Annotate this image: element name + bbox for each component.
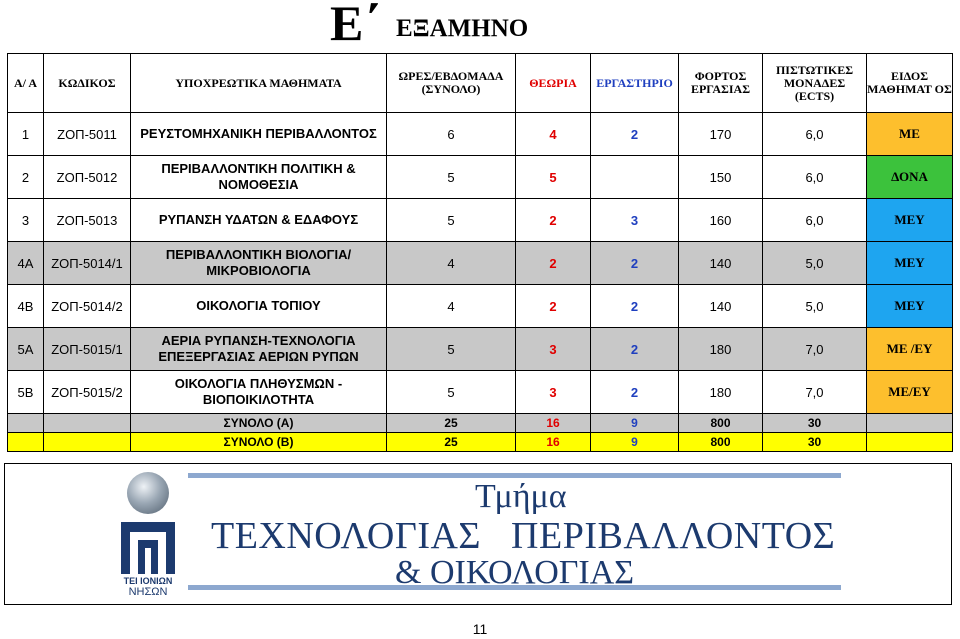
row-lab bbox=[591, 156, 679, 199]
row-hours: 5 bbox=[387, 371, 516, 414]
semester-word: ΕΞΑΜΗΝΟ bbox=[396, 15, 529, 42]
row-lab: 2 bbox=[591, 113, 679, 156]
row-code: ΖΟΠ-5014/1 bbox=[44, 242, 131, 285]
table-row bbox=[8, 328, 953, 371]
row-ects: 7,0 bbox=[763, 371, 867, 414]
globe-icon bbox=[127, 472, 169, 514]
row-aa: 4Β bbox=[8, 285, 44, 328]
row-workload: 180 bbox=[679, 328, 763, 371]
row-ects: 5,0 bbox=[763, 242, 867, 285]
total-hours: 25 bbox=[387, 414, 516, 433]
header-ects: ΠΙΣΤΩΤΙΚΕΣ ΜΟΝΑΔΕΣ (ECTS) bbox=[763, 54, 867, 113]
total-theory: 16 bbox=[516, 433, 591, 452]
row-subject: ΠΕΡΙΒΑΛΛΟΝΤΙΚΗ ΒΙΟΛΟΓΙΑ/ΜΙΚΡΟΒΙΟΛΟΓΙΑ bbox=[131, 242, 387, 285]
logo-text-bottom: ΝΗΣΩΝ bbox=[128, 586, 168, 598]
row-ects: 6,0 bbox=[763, 199, 867, 242]
courses-table bbox=[7, 53, 953, 452]
row-workload: 140 bbox=[679, 242, 763, 285]
total-empty-cell bbox=[867, 414, 953, 433]
total-hours: 25 bbox=[387, 433, 516, 452]
table-row bbox=[8, 113, 953, 156]
row-workload: 140 bbox=[679, 285, 763, 328]
banner-line1: Τμήμα bbox=[475, 478, 567, 515]
table-row bbox=[8, 242, 953, 285]
row-hours: 5 bbox=[387, 156, 516, 199]
total-empty-cell bbox=[44, 433, 131, 452]
table-row bbox=[8, 199, 953, 242]
row-code: ΖΟΠ-5011 bbox=[44, 113, 131, 156]
row-theory: 3 bbox=[516, 328, 591, 371]
total-ects: 30 bbox=[763, 414, 867, 433]
table-row bbox=[8, 285, 953, 328]
row-type-badge: ΜΕΥ bbox=[867, 199, 953, 242]
logo-text-top: ΤΕΙ ΙΟΝΙΩΝ bbox=[123, 576, 173, 586]
row-type-badge: ΜΕ/ΕΥ bbox=[867, 371, 953, 414]
page-number: 11 bbox=[472, 621, 488, 637]
row-theory: 2 bbox=[516, 285, 591, 328]
row-ects: 5,0 bbox=[763, 285, 867, 328]
banner-line2: ΤΕΧΝΟΛΟΓΙΑΣ ΠΕΡΙΒΑΛΛΟΝΤΟΣ bbox=[211, 515, 836, 557]
building-icon bbox=[121, 522, 175, 574]
row-theory: 5 bbox=[516, 156, 591, 199]
row-aa: 5Β bbox=[8, 371, 44, 414]
header-aa: Α/ Α bbox=[8, 54, 44, 113]
table-row bbox=[8, 371, 953, 414]
row-hours: 5 bbox=[387, 199, 516, 242]
row-type-badge: ΜΕ /ΕΥ bbox=[867, 328, 953, 371]
row-hours: 5 bbox=[387, 328, 516, 371]
total-theory: 16 bbox=[516, 414, 591, 433]
row-workload: 150 bbox=[679, 156, 763, 199]
row-code: ΖΟΠ-5012 bbox=[44, 156, 131, 199]
row-subject: ΠΕΡΙΒΑΛΛΟΝΤΙΚΗ ΠΟΛΙΤΙΚΗ & ΝΟΜΟΘΕΣΙΑ bbox=[131, 156, 387, 199]
row-subject: ΑΕΡΙΑ ΡΥΠΑΝΣΗ-ΤΕΧΝΟΛΟΓΙΑ ΕΠΕΞΕΡΓΑΣΙΑΣ ΑΕΡΙΩΝ ΡΥΠΩΝ bbox=[131, 328, 387, 371]
total-row-a bbox=[8, 414, 953, 433]
row-workload: 180 bbox=[679, 371, 763, 414]
table-row bbox=[8, 156, 953, 199]
row-lab: 2 bbox=[591, 285, 679, 328]
row-subject: ΟΙΚΟΛΟΓΙΑ ΠΛΗΘΥΣΜΩΝ - ΒΙΟΠΟΙΚΙΛΟΤΗΤΑ bbox=[131, 371, 387, 414]
header-lab: ΕΡΓΑΣΤΗΡΙΟ bbox=[591, 54, 679, 113]
department-banner bbox=[4, 463, 952, 605]
row-theory: 3 bbox=[516, 371, 591, 414]
total-row-b bbox=[8, 433, 953, 452]
semester-title bbox=[330, 0, 529, 51]
row-lab: 2 bbox=[591, 328, 679, 371]
row-aa: 5Α bbox=[8, 328, 44, 371]
row-theory: 2 bbox=[516, 242, 591, 285]
row-type-badge: ΜΕΥ bbox=[867, 242, 953, 285]
row-code: ΖΟΠ-5015/1 bbox=[44, 328, 131, 371]
semester-number: Ε΄ bbox=[330, 0, 380, 51]
row-code: ΖΟΠ-5013 bbox=[44, 199, 131, 242]
total-empty-cell bbox=[8, 414, 44, 433]
row-ects: 6,0 bbox=[763, 156, 867, 199]
total-lab: 9 bbox=[591, 414, 679, 433]
row-subject: ΡΕΥΣΤΟΜΗΧΑΝΙΚΗ ΠΕΡΙΒΑΛΛΟΝΤΟΣ bbox=[131, 113, 387, 156]
total-label: ΣΥΝΟΛΟ (Β) bbox=[131, 433, 387, 452]
row-aa: 3 bbox=[8, 199, 44, 242]
header-theory: ΘΕΩΡΙΑ bbox=[516, 54, 591, 113]
row-type-badge: ΜΕΥ bbox=[867, 285, 953, 328]
table-header-row bbox=[8, 54, 953, 113]
row-ects: 6,0 bbox=[763, 113, 867, 156]
row-lab: 3 bbox=[591, 199, 679, 242]
row-workload: 160 bbox=[679, 199, 763, 242]
total-lab: 9 bbox=[591, 433, 679, 452]
header-type: ΕΙΔΟΣ ΜΑΘΗΜΑΤ ΟΣ bbox=[867, 54, 953, 113]
row-code: ΖΟΠ-5015/2 bbox=[44, 371, 131, 414]
row-subject: ΟΙΚΟΛΟΓΙΑ ΤΟΠΙΟΥ bbox=[131, 285, 387, 328]
row-aa: 4Α bbox=[8, 242, 44, 285]
row-type-badge: ΜΕ bbox=[867, 113, 953, 156]
row-type-badge: ΔΟΝΑ bbox=[867, 156, 953, 199]
row-aa: 2 bbox=[8, 156, 44, 199]
total-workload: 800 bbox=[679, 433, 763, 452]
row-hours: 4 bbox=[387, 285, 516, 328]
total-workload: 800 bbox=[679, 414, 763, 433]
row-theory: 2 bbox=[516, 199, 591, 242]
total-ects: 30 bbox=[763, 433, 867, 452]
row-ects: 7,0 bbox=[763, 328, 867, 371]
header-subject: ΥΠΟΧΡΕΩΤΙΚΑ ΜΑΘΗΜΑΤΑ bbox=[131, 54, 387, 113]
header-hours: ΩΡΕΣ/ΕΒΔΟΜΑΔΑ (ΣΥΝΟΛΟ) bbox=[387, 54, 516, 113]
row-lab: 2 bbox=[591, 371, 679, 414]
header-code: ΚΩΔΙΚΟΣ bbox=[44, 54, 131, 113]
banner-line3: & ΟΙΚΟΛΟΓΙΑΣ bbox=[395, 554, 635, 591]
row-theory: 4 bbox=[516, 113, 591, 156]
total-empty-cell bbox=[44, 414, 131, 433]
row-subject: ΡΥΠΑΝΣΗ ΥΔΑΤΩΝ & ΕΔΑΦΟΥΣ bbox=[131, 199, 387, 242]
row-lab: 2 bbox=[591, 242, 679, 285]
total-empty-cell bbox=[8, 433, 44, 452]
row-aa: 1 bbox=[8, 113, 44, 156]
total-label: ΣΥΝΟΛΟ (Α) bbox=[131, 414, 387, 433]
header-workload: ΦΟΡΤΟΣ ΕΡΓΑΣΙΑΣ bbox=[679, 54, 763, 113]
row-hours: 4 bbox=[387, 242, 516, 285]
row-workload: 170 bbox=[679, 113, 763, 156]
university-logo bbox=[113, 472, 183, 598]
row-hours: 6 bbox=[387, 113, 516, 156]
row-code: ΖΟΠ-5014/2 bbox=[44, 285, 131, 328]
total-empty-cell bbox=[867, 433, 953, 452]
